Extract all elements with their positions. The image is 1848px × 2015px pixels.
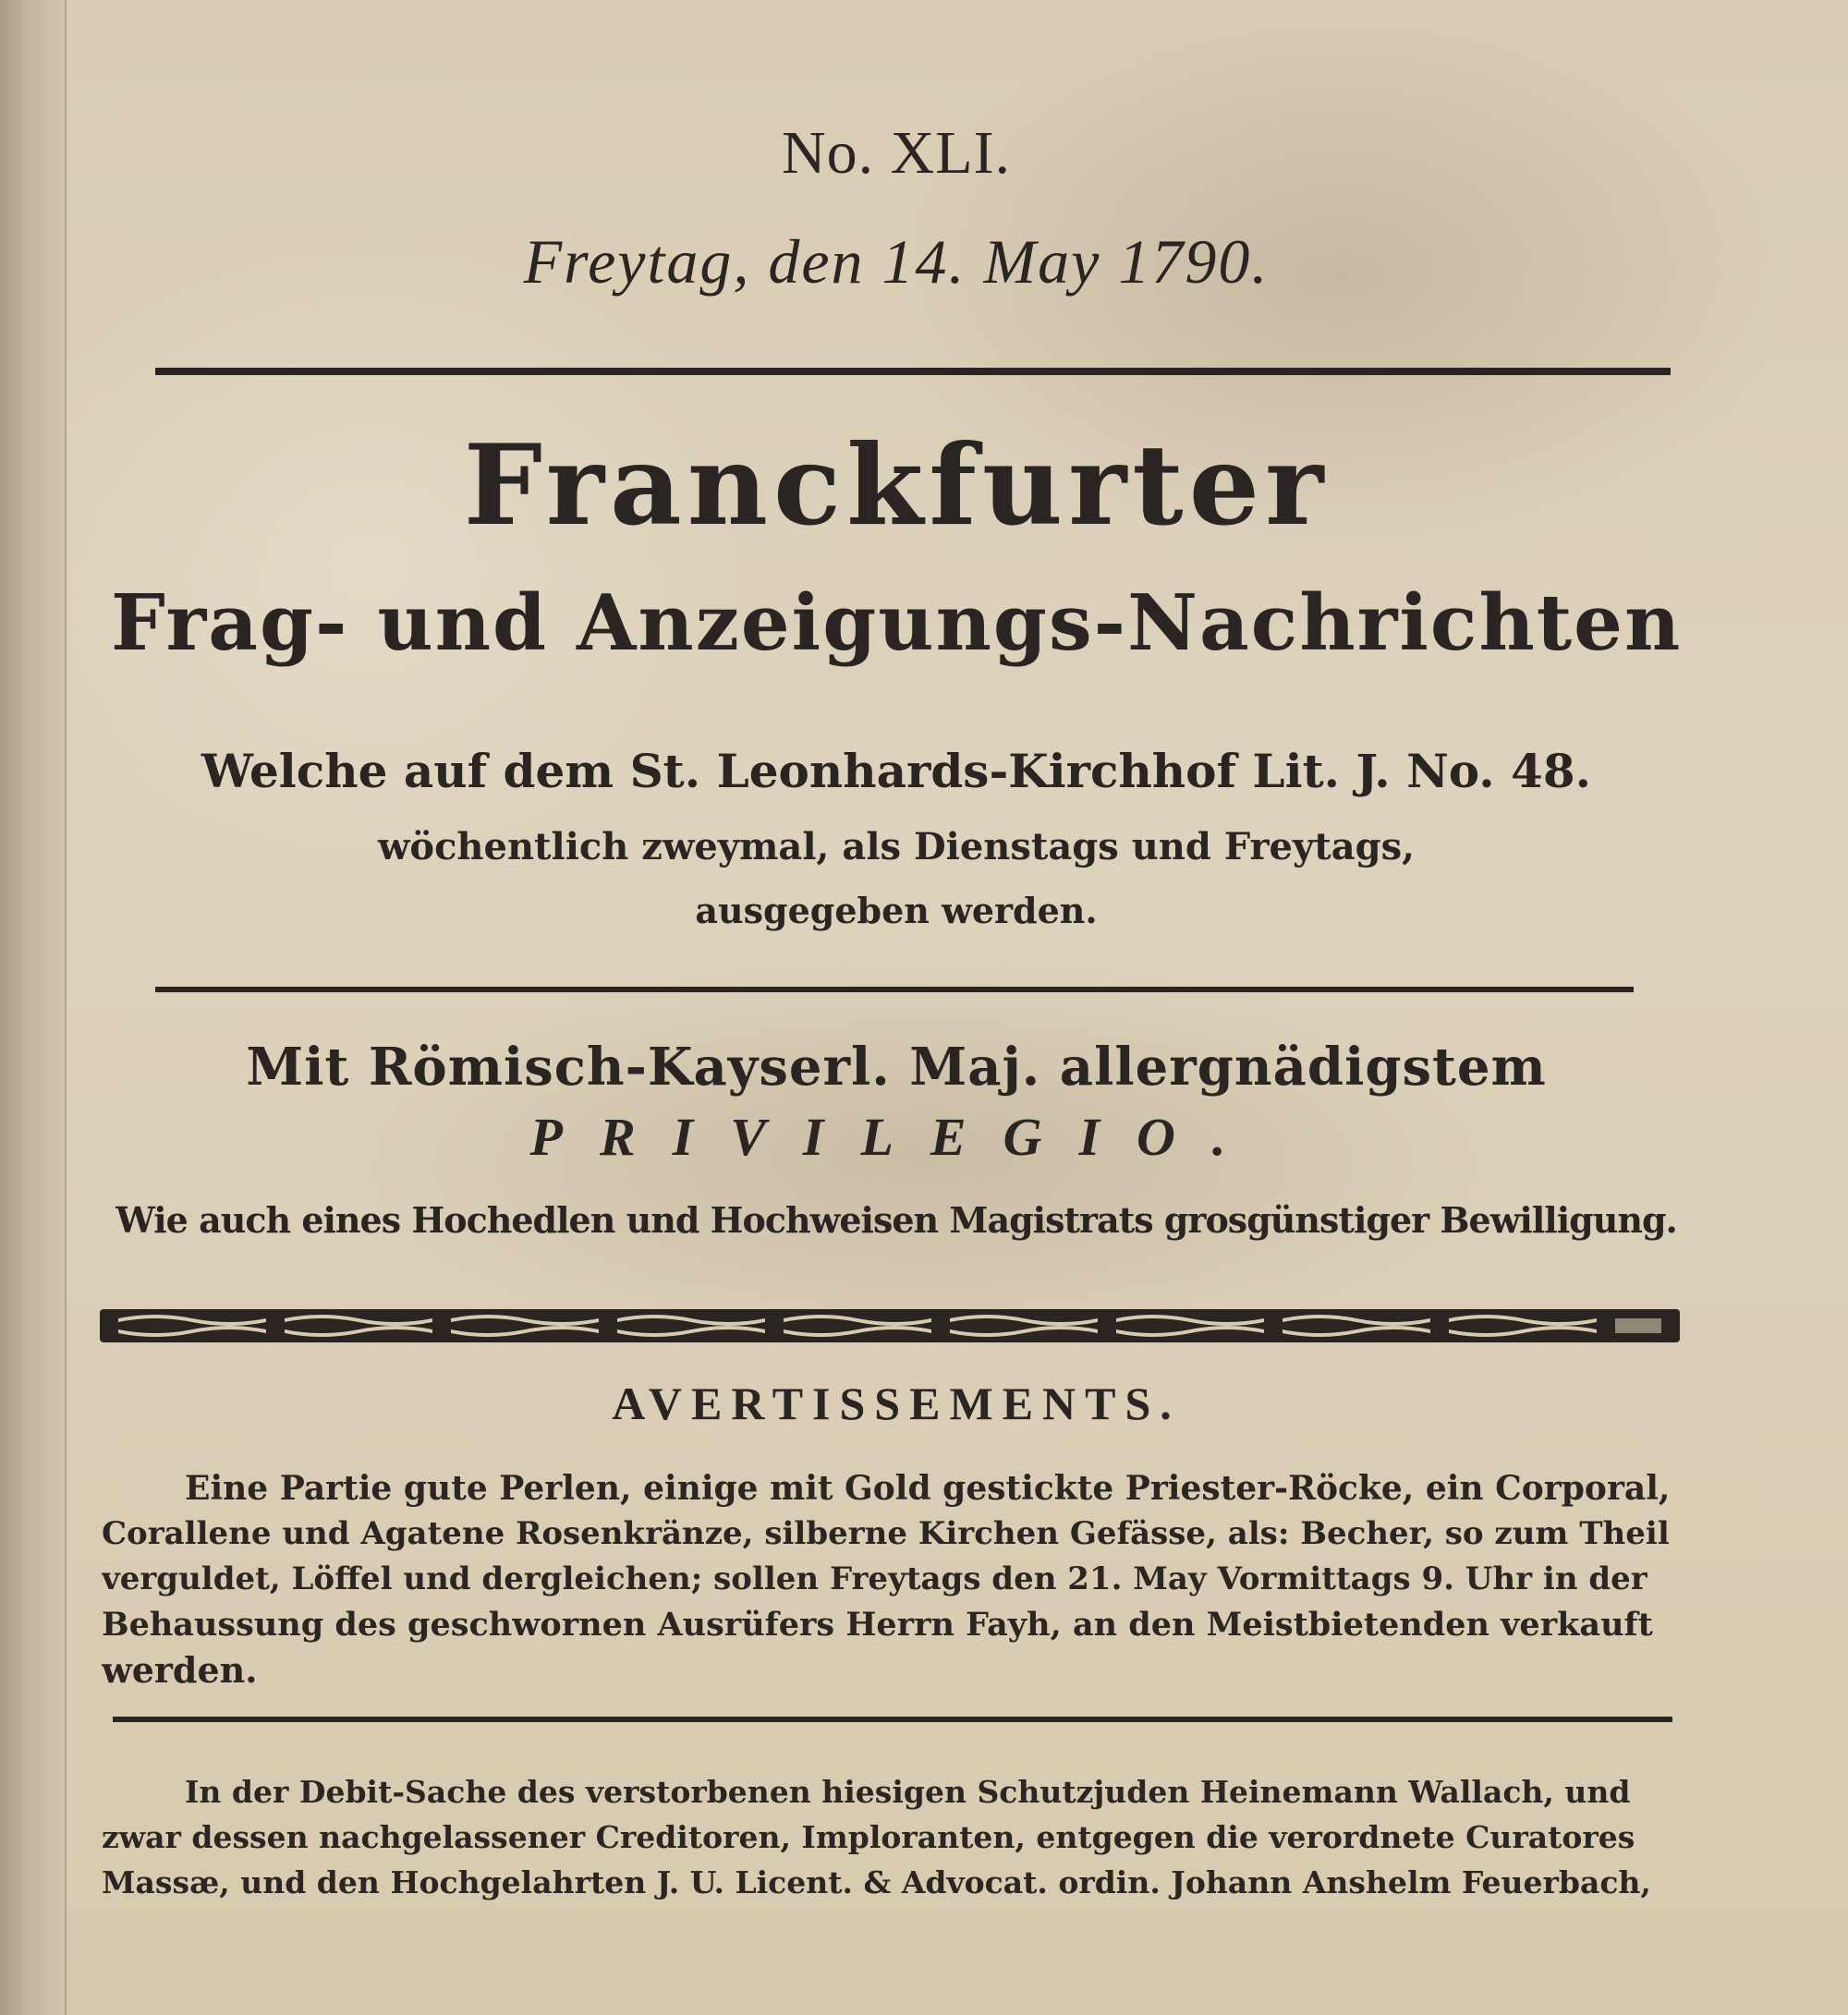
paragraph-line: Eine Partie gute Perlen, einige mit Gold gestickte Priester-Röcke, ein Corporal, [185,1469,1671,1508]
privilege-line: Mit Römisch-Kayserl. Maj. allergnädigstem [246,1037,1547,1098]
privilege-title: PRIVILEGIO. [529,1107,1263,1167]
paragraph-line: verguldet, Löffel und dergleichen; sollen Freytags den 21. May Vormittags 9. Uhr in der [102,1560,1647,1597]
middle-rule [155,987,1634,992]
issue-date: Freytag, den 14. May 1790. [523,226,1270,297]
paragraph-line: Massæ, und den Hochgelahrten J. U. Licent. & Advocat. ordin. Johann Anshelm Feuerbach, [102,1864,1651,1900]
top-rule [155,368,1671,375]
masthead-schedule: wöchentlich zweymal, als Dienstags und Freytags, [377,825,1416,868]
paragraph-line: Corallene und Agatene Rosenkränze, silberne Kirchen Gefässe, als: Becher, so zum Theil [102,1515,1670,1552]
masthead-issued: ausgegeben werden. [695,890,1098,931]
masthead-subtitle: Frag- und Anzeigungs-Nachrichten [111,577,1683,668]
debit-case-paragraph [102,1769,1672,1905]
section-rule [113,1717,1672,1722]
page-binding-edge [0,0,67,2015]
magistrate-approval: Wie auch eines Hochedlen und Hochweisen Magistrats grosgünstiger Bewilligung. [116,1199,1677,1241]
paragraph-line: zwar dessen nachgelassener Creditoren, Imploranten, entgegen die verordnete Curatores [102,1819,1635,1855]
paragraph-line: werden. [102,1649,258,1691]
paragraph-line: Behaussung des geschwornen Ausrüfers Herrn Fayh, an den Meistbietenden verkauft [102,1606,1653,1644]
ornament-border [100,1307,1680,1344]
masthead-title: Franckfurter [463,420,1330,551]
paragraph-line: In der Debit-Sache des verstorbenen hiesigen Schutzjuden Heinemann Wallach, und [185,1774,1631,1810]
advertisement-paragraph [102,1466,1672,1693]
masthead-address: Welche auf dem St. Leonhards-Kirchhof Lit. J. No. 48. [201,744,1592,798]
section-heading: AVERTISSEMENTS. [612,1378,1181,1429]
issue-number: No. XLI. [781,119,1012,187]
